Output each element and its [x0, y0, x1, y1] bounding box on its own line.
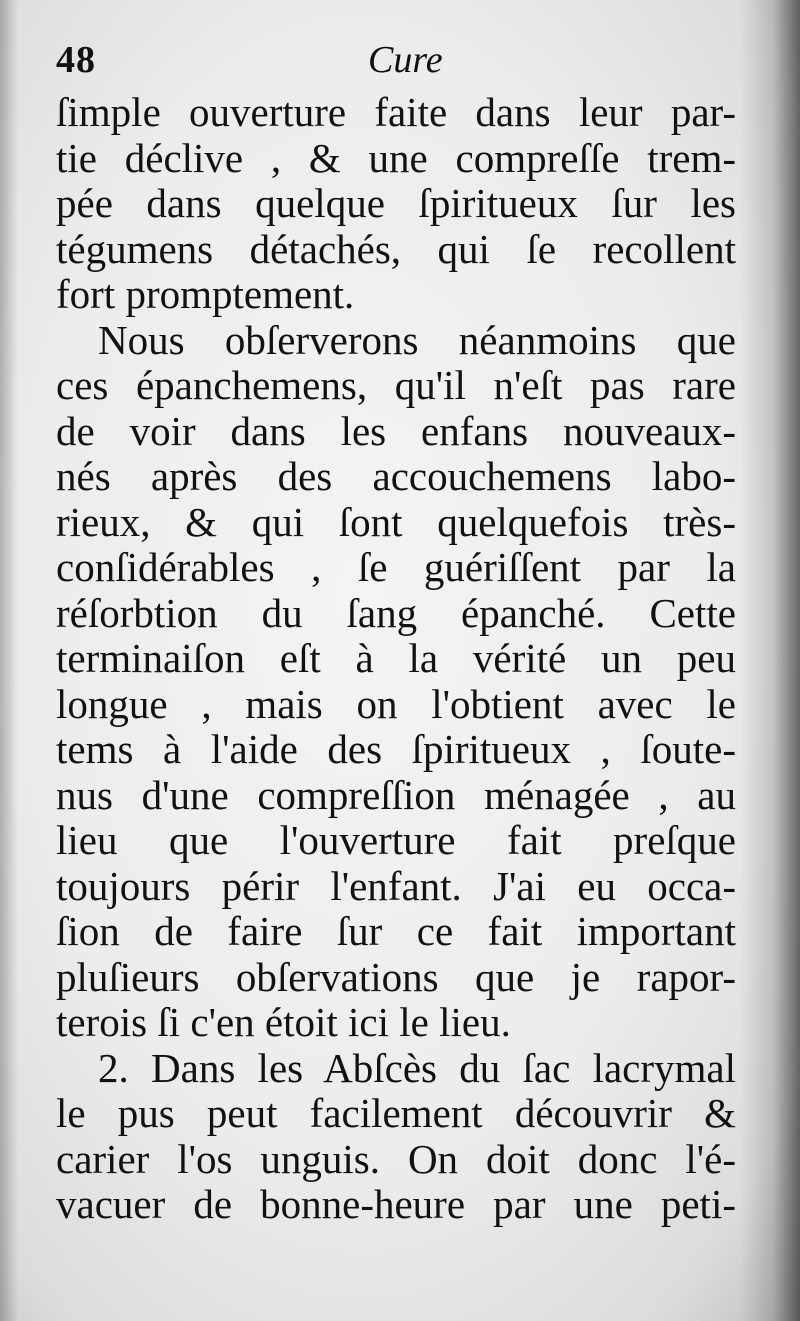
text-line: conſidérables , ſe guériſſent par la: [56, 545, 736, 590]
text-line: pée dans quelque ſpiritueux ſur les: [56, 181, 736, 226]
text-line: tems à l'aide des ſpiritueux , ſoute-: [56, 727, 736, 772]
text-line: terois ſi c'en étoit ici le lieu.: [56, 1000, 511, 1045]
text-line: ces épanchemens, qu'il n'eſt pas rare: [56, 363, 736, 408]
text-line: rieux, & qui ſont quelquefois très-: [56, 499, 736, 545]
page-header: [56, 38, 736, 98]
text-line: fort promptement.: [56, 272, 355, 317]
text-line: vacuer de bonne-heure par une peti-: [56, 1182, 736, 1227]
text-line: de voir dans les enfans nouveaux-: [56, 408, 736, 454]
text-line: longue , mais on l'obtient avec le: [56, 681, 736, 727]
text-line: tie déclive , & une compreſſe trem-: [56, 135, 736, 181]
body-text: [56, 90, 736, 1228]
text-line: Nous obſerverons néanmoins que: [98, 317, 736, 363]
text-line: 2. Dans les Abſcès du ſac lacrymal: [98, 1045, 736, 1091]
text-line: pluſieurs obſervations que je rapor-: [56, 954, 736, 1000]
text-line: ſion de faire ſur ce fait important: [56, 909, 736, 954]
text-line: tégumens détachés, qui ſe recollent: [56, 226, 736, 272]
text-line: le pus peut facilement découvrir &: [56, 1091, 736, 1136]
text-line: carier l'os unguis. On doit donc l'é-: [56, 1136, 736, 1182]
text-line: toujours périr l'enfant. J'ai eu occa-: [56, 863, 736, 909]
text-line: réſorbtion du ſang épanché. Cette: [56, 590, 736, 636]
page-number: 48: [56, 39, 96, 81]
text-line: nés après des accouchemens labo-: [56, 454, 736, 499]
text-line: ſimple ouverture faite dans leur par-: [56, 90, 736, 135]
running-head: Cure: [368, 39, 443, 81]
text-line: terminaiſon eſt à la vérité un peu: [56, 636, 736, 681]
text-line: lieu que l'ouverture fait preſque: [56, 818, 736, 863]
text-line: nus d'une compreſſion ménagée , au: [56, 772, 736, 818]
